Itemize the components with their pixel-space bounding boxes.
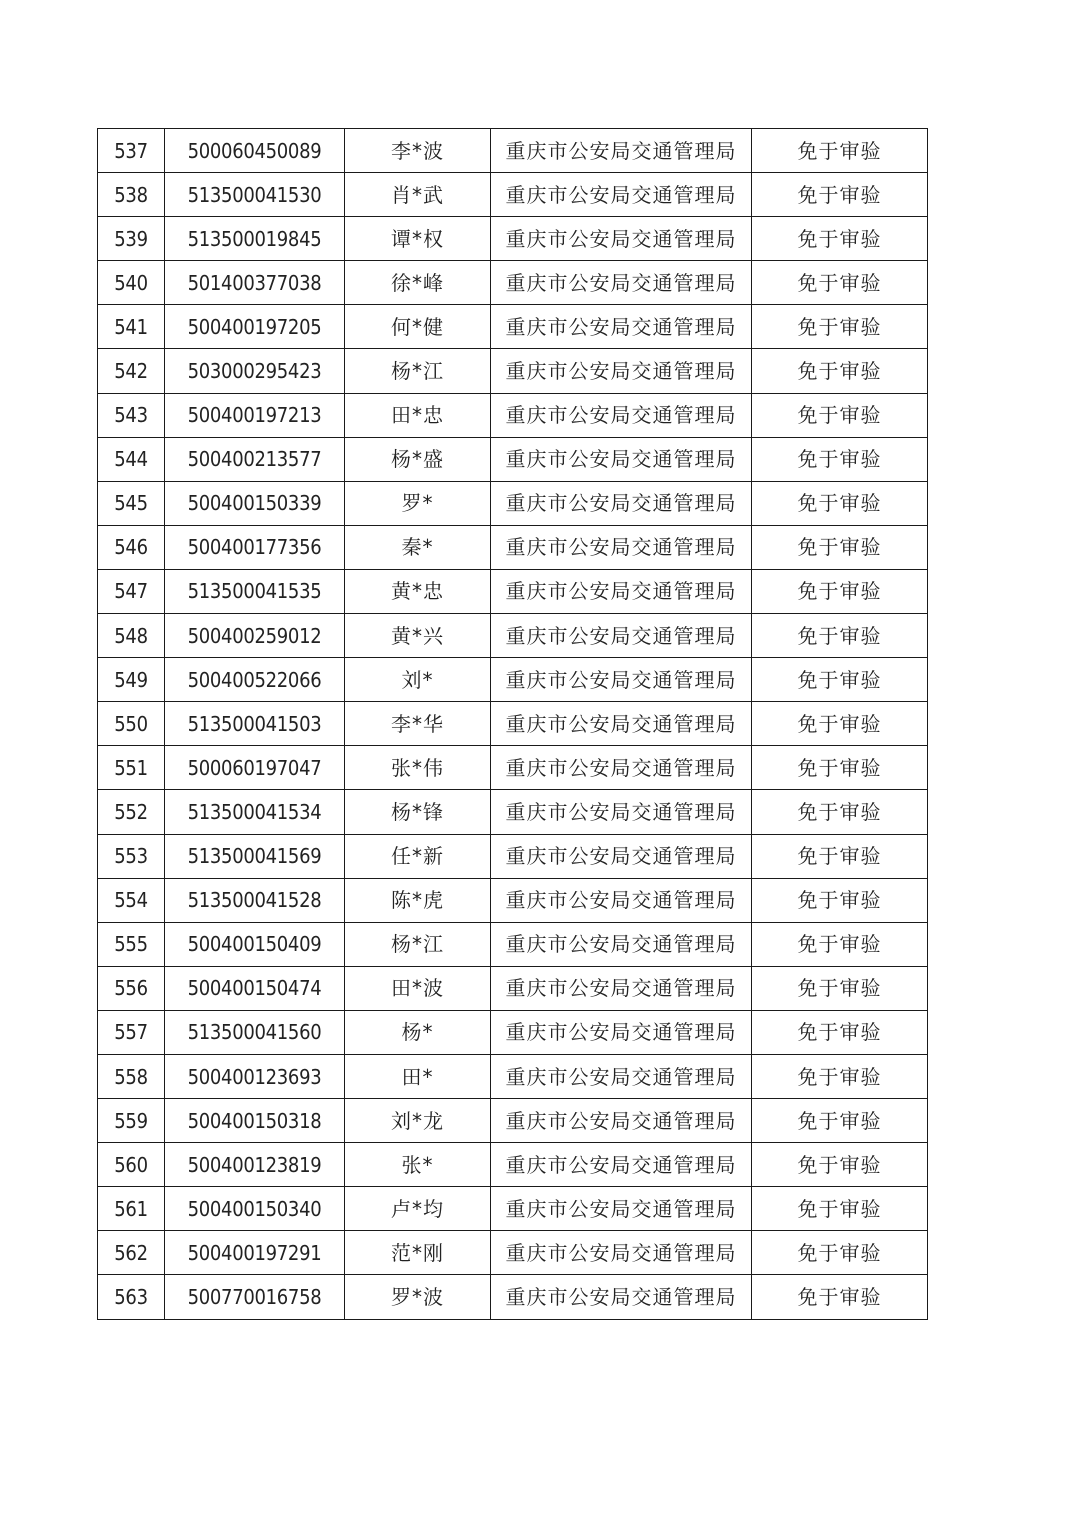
row-number-cell: 538 <box>98 173 165 217</box>
issuing-authority-cell: 重庆市公安局交通管理局 <box>491 878 752 922</box>
name-cell: 黄*忠 <box>345 569 491 613</box>
name-cell: 李*波 <box>345 129 491 173</box>
name-cell: 徐*峰 <box>345 261 491 305</box>
name-cell: 杨* <box>345 1010 491 1054</box>
license-number-cell: 500400522066 <box>165 658 345 702</box>
status-cell: 免于审验 <box>752 261 928 305</box>
license-number-cell: 500400150474 <box>165 966 345 1010</box>
row-number-cell: 543 <box>98 393 165 437</box>
row-number-cell: 562 <box>98 1231 165 1275</box>
name-cell: 任*新 <box>345 834 491 878</box>
table-row <box>98 305 928 349</box>
table-body <box>98 129 928 1320</box>
status-cell: 免于审验 <box>752 790 928 834</box>
table-row <box>98 878 928 922</box>
table-row <box>98 834 928 878</box>
status-cell: 免于审验 <box>752 349 928 393</box>
issuing-authority-cell: 重庆市公安局交通管理局 <box>491 1054 752 1098</box>
name-cell: 李*华 <box>345 702 491 746</box>
name-cell: 张*伟 <box>345 746 491 790</box>
name-cell: 何*健 <box>345 305 491 349</box>
license-number-cell: 500400123693 <box>165 1054 345 1098</box>
issuing-authority-cell: 重庆市公安局交通管理局 <box>491 834 752 878</box>
table-row <box>98 1054 928 1098</box>
issuing-authority-cell: 重庆市公安局交通管理局 <box>491 1275 752 1319</box>
row-number-cell: 563 <box>98 1275 165 1319</box>
issuing-authority-cell: 重庆市公安局交通管理局 <box>491 790 752 834</box>
table-row <box>98 1099 928 1143</box>
license-number-cell: 500400197205 <box>165 305 345 349</box>
status-cell: 免于审验 <box>752 569 928 613</box>
status-cell: 免于审验 <box>752 393 928 437</box>
license-number-cell: 513500041535 <box>165 569 345 613</box>
name-cell: 刘*龙 <box>345 1099 491 1143</box>
status-cell: 免于审验 <box>752 1010 928 1054</box>
row-number-cell: 549 <box>98 658 165 702</box>
issuing-authority-cell: 重庆市公安局交通管理局 <box>491 702 752 746</box>
license-number-cell: 513500041503 <box>165 702 345 746</box>
issuing-authority-cell: 重庆市公安局交通管理局 <box>491 1010 752 1054</box>
license-number-cell: 500400177356 <box>165 525 345 569</box>
issuing-authority-cell: 重庆市公安局交通管理局 <box>491 1099 752 1143</box>
row-number-cell: 551 <box>98 746 165 790</box>
name-cell: 罗*波 <box>345 1275 491 1319</box>
issuing-authority-cell: 重庆市公安局交通管理局 <box>491 217 752 261</box>
status-cell: 免于审验 <box>752 129 928 173</box>
status-cell: 免于审验 <box>752 878 928 922</box>
row-number-cell: 556 <box>98 966 165 1010</box>
status-cell: 免于审验 <box>752 305 928 349</box>
name-cell: 肖*武 <box>345 173 491 217</box>
license-number-cell: 500400150340 <box>165 1187 345 1231</box>
status-cell: 免于审验 <box>752 1231 928 1275</box>
table-row <box>98 1010 928 1054</box>
name-cell: 刘* <box>345 658 491 702</box>
row-number-cell: 546 <box>98 525 165 569</box>
status-cell: 免于审验 <box>752 658 928 702</box>
issuing-authority-cell: 重庆市公安局交通管理局 <box>491 349 752 393</box>
license-number-cell: 500400197213 <box>165 393 345 437</box>
name-cell: 范*刚 <box>345 1231 491 1275</box>
license-number-cell: 513500041569 <box>165 834 345 878</box>
table-row <box>98 129 928 173</box>
row-number-cell: 561 <box>98 1187 165 1231</box>
row-number-cell: 550 <box>98 702 165 746</box>
status-cell: 免于审验 <box>752 1275 928 1319</box>
row-number-cell: 554 <box>98 878 165 922</box>
issuing-authority-cell: 重庆市公安局交通管理局 <box>491 437 752 481</box>
license-number-cell: 500400150339 <box>165 481 345 525</box>
table-row <box>98 1275 928 1319</box>
license-number-cell: 513500041560 <box>165 1010 345 1054</box>
name-cell: 田*波 <box>345 966 491 1010</box>
issuing-authority-cell: 重庆市公安局交通管理局 <box>491 614 752 658</box>
name-cell: 卢*均 <box>345 1187 491 1231</box>
status-cell: 免于审验 <box>752 437 928 481</box>
license-number-cell: 500400197291 <box>165 1231 345 1275</box>
status-cell: 免于审验 <box>752 702 928 746</box>
row-number-cell: 539 <box>98 217 165 261</box>
row-number-cell: 557 <box>98 1010 165 1054</box>
issuing-authority-cell: 重庆市公安局交通管理局 <box>491 525 752 569</box>
status-cell: 免于审验 <box>752 834 928 878</box>
name-cell: 陈*虎 <box>345 878 491 922</box>
status-cell: 免于审验 <box>752 1054 928 1098</box>
issuing-authority-cell: 重庆市公安局交通管理局 <box>491 1187 752 1231</box>
table-row <box>98 569 928 613</box>
name-cell: 田*忠 <box>345 393 491 437</box>
record-table <box>97 128 928 1320</box>
license-number-cell: 500400213577 <box>165 437 345 481</box>
table-row <box>98 261 928 305</box>
license-number-cell: 513500041528 <box>165 878 345 922</box>
table-row <box>98 922 928 966</box>
status-cell: 免于审验 <box>752 966 928 1010</box>
table-row <box>98 173 928 217</box>
row-number-cell: 560 <box>98 1143 165 1187</box>
status-cell: 免于审验 <box>752 614 928 658</box>
row-number-cell: 537 <box>98 129 165 173</box>
issuing-authority-cell: 重庆市公安局交通管理局 <box>491 305 752 349</box>
row-number-cell: 555 <box>98 922 165 966</box>
name-cell: 杨*盛 <box>345 437 491 481</box>
license-number-cell: 500770016758 <box>165 1275 345 1319</box>
status-cell: 免于审验 <box>752 1099 928 1143</box>
license-number-cell: 503000295423 <box>165 349 345 393</box>
issuing-authority-cell: 重庆市公安局交通管理局 <box>491 261 752 305</box>
name-cell: 田* <box>345 1054 491 1098</box>
name-cell: 杨*锋 <box>345 790 491 834</box>
license-number-cell: 500060197047 <box>165 746 345 790</box>
row-number-cell: 548 <box>98 614 165 658</box>
table-row <box>98 746 928 790</box>
name-cell: 谭*权 <box>345 217 491 261</box>
license-number-cell: 500400150409 <box>165 922 345 966</box>
issuing-authority-cell: 重庆市公安局交通管理局 <box>491 1231 752 1275</box>
row-number-cell: 541 <box>98 305 165 349</box>
status-cell: 免于审验 <box>752 1143 928 1187</box>
table-row <box>98 658 928 702</box>
license-number-cell: 513500041534 <box>165 790 345 834</box>
row-number-cell: 544 <box>98 437 165 481</box>
table-row <box>98 481 928 525</box>
table-row <box>98 790 928 834</box>
issuing-authority-cell: 重庆市公安局交通管理局 <box>491 393 752 437</box>
table-row <box>98 525 928 569</box>
issuing-authority-cell: 重庆市公安局交通管理局 <box>491 481 752 525</box>
license-number-cell: 500400150318 <box>165 1099 345 1143</box>
license-number-cell: 500060450089 <box>165 129 345 173</box>
status-cell: 免于审验 <box>752 217 928 261</box>
name-cell: 杨*江 <box>345 349 491 393</box>
license-number-cell: 500400123819 <box>165 1143 345 1187</box>
issuing-authority-cell: 重庆市公安局交通管理局 <box>491 746 752 790</box>
table-row <box>98 614 928 658</box>
table-row <box>98 393 928 437</box>
table-row <box>98 1187 928 1231</box>
row-number-cell: 542 <box>98 349 165 393</box>
row-number-cell: 553 <box>98 834 165 878</box>
license-number-cell: 513500041530 <box>165 173 345 217</box>
status-cell: 免于审验 <box>752 525 928 569</box>
table-row <box>98 966 928 1010</box>
name-cell: 张* <box>345 1143 491 1187</box>
row-number-cell: 545 <box>98 481 165 525</box>
issuing-authority-cell: 重庆市公安局交通管理局 <box>491 658 752 702</box>
status-cell: 免于审验 <box>752 481 928 525</box>
name-cell: 杨*江 <box>345 922 491 966</box>
name-cell: 黄*兴 <box>345 614 491 658</box>
status-cell: 免于审验 <box>752 173 928 217</box>
license-number-cell: 500400259012 <box>165 614 345 658</box>
row-number-cell: 559 <box>98 1099 165 1143</box>
issuing-authority-cell: 重庆市公安局交通管理局 <box>491 173 752 217</box>
issuing-authority-cell: 重庆市公安局交通管理局 <box>491 966 752 1010</box>
table-row <box>98 349 928 393</box>
row-number-cell: 540 <box>98 261 165 305</box>
row-number-cell: 558 <box>98 1054 165 1098</box>
name-cell: 罗* <box>345 481 491 525</box>
table-row <box>98 702 928 746</box>
status-cell: 免于审验 <box>752 1187 928 1231</box>
status-cell: 免于审验 <box>752 746 928 790</box>
row-number-cell: 547 <box>98 569 165 613</box>
status-cell: 免于审验 <box>752 922 928 966</box>
table-row <box>98 1143 928 1187</box>
license-number-cell: 513500019845 <box>165 217 345 261</box>
table-row <box>98 437 928 481</box>
table-row <box>98 217 928 261</box>
name-cell: 秦* <box>345 525 491 569</box>
issuing-authority-cell: 重庆市公安局交通管理局 <box>491 1143 752 1187</box>
table-row <box>98 1231 928 1275</box>
license-number-cell: 501400377038 <box>165 261 345 305</box>
row-number-cell: 552 <box>98 790 165 834</box>
issuing-authority-cell: 重庆市公安局交通管理局 <box>491 569 752 613</box>
issuing-authority-cell: 重庆市公安局交通管理局 <box>491 922 752 966</box>
issuing-authority-cell: 重庆市公安局交通管理局 <box>491 129 752 173</box>
